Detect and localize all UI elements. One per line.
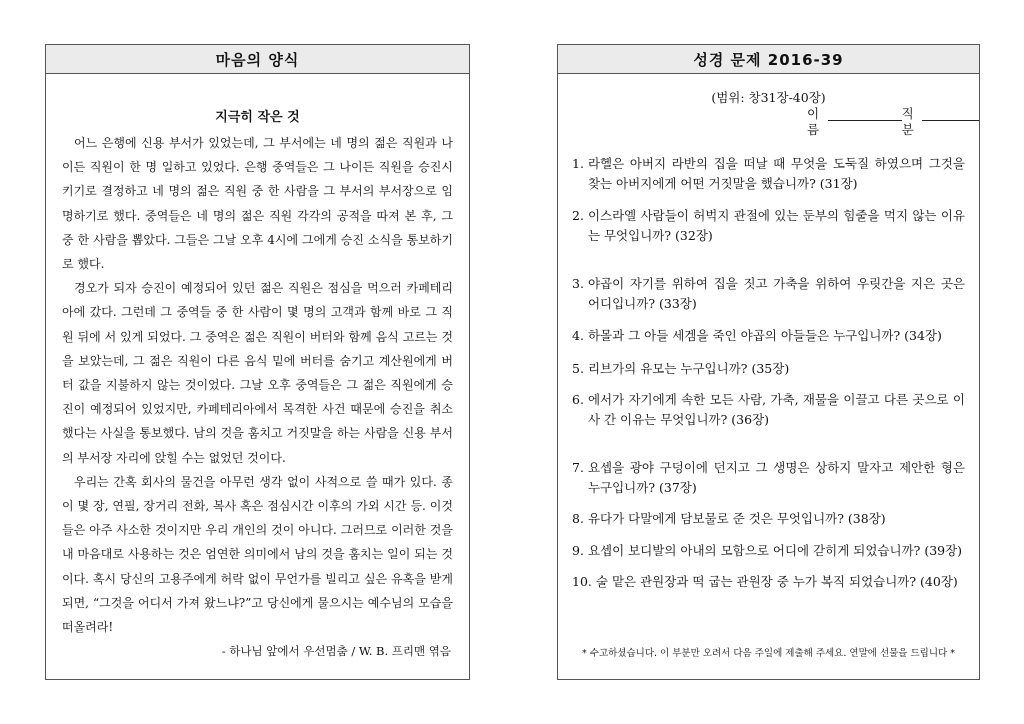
question-text: 요셉을 광야 구덩이에 던지고 그 생명은 상하지 말자고 제안한 형은 누구입니까? (37장)	[587, 460, 965, 495]
question-text: 야곱이 자기를 위하여 집을 짓고 가축을 위하여 우릿간을 지은 곳은 어디입니까? (33장)	[587, 276, 965, 311]
question-number: 6.	[572, 392, 584, 407]
question-item	[572, 541, 965, 561]
role-label: 직분	[901, 106, 914, 137]
question-text: 요셉이 보디발의 아내의 모함으로 어디에 갇히게 되었습니까? (39장)	[587, 542, 963, 558]
question-number: 8.	[572, 511, 584, 526]
question-number: 7.	[572, 460, 584, 475]
quiz-panel	[557, 44, 980, 680]
question-text: 하몰과 그 아들 세겜을 죽인 야곱의 아들들은 누구입니까? (34장)	[587, 328, 942, 343]
story-title: 지극히 작은 것	[215, 110, 300, 125]
devotional-panel	[45, 44, 470, 680]
devotional-header: 마음의 양식	[46, 45, 469, 74]
question-item	[572, 154, 965, 193]
question-item	[572, 458, 965, 497]
question-item	[572, 359, 965, 379]
story-paragraph: 경오가 되자 승진이 예정되어 있던 젊은 직원은 점심을 먹으러 카페테리아에 갔다. 그런데 그 중역들 중 한 사람이 몇 명의 고객과 함께 바로 그 직원 뒤에 서 있게 되었다. 그 중역은 젊은 직원이 버터와 함께 음식 고르는 것을 보았는데, 그 젊은 직원이 다른 음식 밑에 버터를 숨기고 계산원에게 버터 값을 지불하지 않는 것이었다. 그날 오후 중역들은 그 젊은 직원에게 승진이 예정되어 있었지만, 카페테리아에서 목격한 사건 때문에 승진을 취소했다는 사실을 통보했다. 남의 것을 훔치고 거짓말을 하는 사람을 신용 부서의 부서장 자리에 앉힐 수는 없었던 것이다.	[62, 281, 453, 465]
question-text: 리브가의 유모는 누구입니까? (35장)	[587, 360, 790, 376]
question-number: 3.	[572, 276, 584, 291]
name-role-row	[558, 106, 979, 138]
question-text: 술 맡은 관원장과 떡 굽는 관원장 중 누가 복직 되었습니까? (40장)	[595, 574, 958, 589]
footer-note: * 수고하셨습니다. 이 부분만 오려서 다음 주일에 제출해 주세요. 연말에 선물을 드립니다 *	[582, 648, 955, 659]
question-text: 에서가 자기에게 속한 모든 사람, 가축, 재물을 이끌고 다른 곳으로 이사 간 이유는 무엇입니까? (36장)	[587, 392, 965, 427]
story-paragraph: 어느 은행에 신용 부서가 있었는데, 그 부서에는 네 명의 젊은 직원과 나이든 직원이 한 명 일하고 있었다. 은행 중역들은 그 나이든 직원을 승진시키기로 결정하고 네 명의 젊은 직원 중 한 사람을 그 부서의 부서장으로 임명하기로 했다. 중역들은 네 명의 젊은 직원 각각의 공적을 따져 본 후, 그 중 한 사람을 뽑았다. 그들은 그날 오후 4시에 그에게 승진 소식을 통보하기로 했다.	[62, 136, 453, 272]
question-number: 5.	[572, 360, 584, 376]
question-text: 이스라엘 사람들이 허벅지 관절에 있는 둔부의 힘줄을 먹지 않는 이유는 무엇입니까? (32장)	[587, 208, 965, 243]
question-number: 4.	[572, 328, 584, 343]
story-body	[46, 131, 469, 663]
name-label: 이름	[807, 106, 820, 137]
name-blank[interactable]	[828, 106, 902, 121]
question-item	[572, 509, 965, 529]
question-item	[572, 326, 965, 346]
question-item	[572, 390, 965, 429]
story-paragraph: 우리는 간혹 회사의 물건을 아무런 생각 없이 사적으로 쓸 때가 있다. 종이 몇 장, 연필, 장거리 전화, 복사 혹은 점심시간 이후의 가외 시간 등. 이것들은 아주 사소한 것이지만 우리 개인의 것이 아니다. 그러므로 이러한 것을 내 마음대로 사용하는 것은 엄연한 의미에서 남의 것을 훔치는 일이 되는 것이다. 혹시 당신의 고용주에게 허락 없이 무언가를 빌리고 싶은 유혹을 받게 되면, “그것을 어디서 가져 왔느냐?”고 당신에게 물으시는 예수님의 모습을 떠올려라!	[62, 474, 453, 635]
question-number: 1.	[572, 156, 584, 171]
question-item	[572, 572, 965, 592]
role-blank[interactable]	[922, 106, 979, 121]
story-attribution: - 하나님 앞에서 우선멈춤 / W. B. 프리맨 엮음	[221, 644, 451, 659]
question-text: 유다가 다말에게 담보물로 준 것은 무엇입니까? (38장)	[587, 511, 886, 526]
question-number: 10.	[572, 574, 592, 589]
quiz-range: (범위: 창31장-40장)	[711, 90, 826, 105]
question-number: 2.	[572, 208, 584, 223]
quiz-header: 성경 문제 2016-39	[558, 45, 979, 74]
question-list	[558, 154, 979, 592]
question-number: 9.	[572, 542, 584, 558]
question-item	[572, 206, 965, 245]
question-item	[572, 274, 965, 313]
question-text: 라헬은 아버지 라반의 집을 떠날 때 무엇을 도둑질 하였으며 그것을 찾는 아버지에게 어떤 거짓말을 했습니까? (31장)	[587, 156, 965, 191]
